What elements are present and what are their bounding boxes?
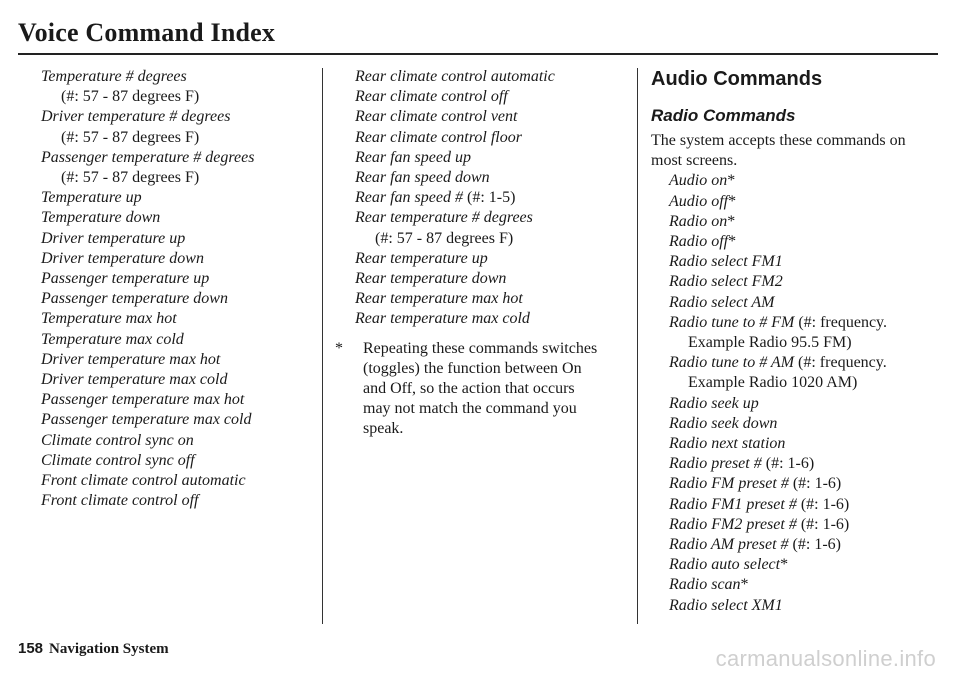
command-line: [355, 148, 630, 168]
command-entry: [41, 229, 316, 249]
page-footer: [18, 640, 169, 658]
command-text: Driver temperature max cold: [41, 371, 228, 389]
command-column-3: [651, 67, 941, 616]
command-entry: [669, 414, 941, 434]
command-text: Climate control sync on: [41, 431, 194, 449]
command-entry: [41, 410, 316, 430]
command-entry: [41, 350, 316, 370]
command-entry: [41, 309, 316, 329]
command-text: Rear temperature max hot: [355, 290, 523, 308]
command-entry: [669, 434, 941, 454]
command-line: [41, 330, 316, 350]
command-suffix: *: [728, 233, 737, 251]
command-entry: [669, 474, 941, 494]
command-line: [41, 107, 316, 127]
command-suffix: (#: 1-5): [462, 189, 516, 207]
command-entry: [355, 269, 630, 289]
intro-line: The system accepts these commands on: [651, 132, 906, 149]
command-line: [355, 269, 630, 289]
command-entry: [669, 353, 941, 393]
command-line: [355, 128, 630, 148]
command-line: [41, 309, 316, 329]
command-entry: [355, 148, 630, 168]
command-entry: [41, 107, 316, 147]
footnote-line: speak.: [363, 420, 404, 438]
command-entry: [669, 555, 941, 575]
footnote-line: may not match the command you: [363, 400, 577, 418]
command-line: [355, 188, 630, 208]
command-entry: [41, 390, 316, 410]
command-line: [355, 67, 630, 87]
command-entry: [355, 249, 630, 269]
command-text: Rear temperature max cold: [355, 310, 530, 328]
command-entry: [355, 128, 630, 148]
command-text: Climate control sync off: [41, 451, 195, 469]
radio-commands: [651, 171, 941, 615]
command-line: [355, 87, 630, 107]
command-entry: [669, 171, 941, 191]
command-line: [669, 353, 941, 373]
command-line: [669, 575, 941, 595]
command-line: [41, 67, 316, 87]
command-text: Passenger temperature up: [41, 270, 210, 288]
command-line: [41, 431, 316, 451]
command-text: Radio tune to # FM: [669, 313, 795, 331]
command-text: Passenger temperature max hot: [41, 391, 245, 409]
command-line: [41, 471, 316, 491]
command-text: Radio select FM1: [669, 253, 783, 271]
command-line: [41, 188, 316, 208]
command-entry: [41, 148, 316, 188]
command-note: (#: 57 - 87 degrees F): [375, 229, 514, 247]
command-text: Rear climate control off: [355, 88, 508, 106]
command-line: [669, 313, 941, 333]
command-suffix: *: [727, 172, 736, 190]
command-text: Rear temperature # degrees: [355, 209, 533, 227]
command-entry: [669, 192, 941, 212]
command-line: [41, 350, 316, 370]
command-note: Example Radio 95.5 FM): [688, 334, 852, 352]
footnote-line: and Off, so the action that occurs: [363, 380, 575, 398]
command-entry: [669, 495, 941, 515]
command-entry: [41, 67, 316, 107]
command-entry: [355, 67, 630, 87]
title-divider: [18, 53, 938, 55]
command-line: [669, 171, 941, 191]
command-entry: [355, 289, 630, 309]
command-suffix: (#: 1-6): [761, 455, 815, 473]
command-suffix: *: [780, 556, 789, 574]
command-line: [41, 370, 316, 390]
command-suffix: *: [727, 212, 736, 230]
footnote: [335, 339, 625, 440]
command-note: Example Radio 1020 AM): [688, 374, 858, 392]
command-line: [669, 212, 941, 232]
command-entry: [669, 575, 941, 595]
command-line: [41, 208, 316, 228]
command-text: Driver temperature # degrees: [41, 108, 231, 126]
command-column-2: [335, 67, 630, 440]
command-line: [41, 491, 316, 511]
footnote-mark: *: [335, 339, 343, 357]
command-text: Audio off: [669, 192, 729, 210]
command-entry: [355, 87, 630, 107]
command-line: [355, 168, 630, 188]
command-text: Radio select XM1: [669, 596, 783, 614]
command-entry: [355, 107, 630, 127]
command-entry: [669, 596, 941, 616]
command-entry: [355, 168, 630, 188]
command-line: [669, 596, 941, 616]
footnote-line: (toggles) the function between On: [363, 359, 582, 377]
command-text: Radio preset #: [669, 455, 762, 473]
command-text: Rear temperature down: [355, 270, 507, 288]
command-entry: [41, 289, 316, 309]
command-entry: [669, 454, 941, 474]
command-entry: [41, 249, 316, 269]
command-suffix: (#: 1-6): [788, 475, 842, 493]
command-line: [669, 555, 941, 575]
column-divider-2: [637, 68, 638, 624]
command-text: Rear fan speed down: [355, 169, 490, 187]
command-entry: [669, 515, 941, 535]
command-line: [669, 232, 941, 252]
command-suffix: (#: frequency.: [794, 354, 887, 372]
footer-section-name: Navigation System: [49, 641, 169, 657]
command-entry: [41, 431, 316, 451]
command-line: [669, 515, 941, 535]
command-text: Radio select AM: [669, 293, 775, 311]
command-text: Temperature # degrees: [41, 68, 187, 85]
command-text: Radio FM2 preset #: [669, 515, 797, 533]
command-line: [355, 249, 630, 269]
command-text: Radio select FM2: [669, 273, 783, 291]
command-line: [41, 249, 316, 269]
command-entry: [669, 535, 941, 555]
command-entry: [41, 269, 316, 289]
command-entry: [41, 491, 316, 511]
command-text: Radio seek up: [669, 394, 759, 412]
command-entry: [355, 208, 630, 248]
command-text: Radio AM preset #: [669, 536, 789, 554]
command-entry: [669, 212, 941, 232]
command-text: Temperature down: [41, 209, 161, 227]
command-text: Radio seek down: [669, 414, 778, 432]
command-line: [41, 269, 316, 289]
command-column-1: [41, 67, 316, 511]
command-entry: [669, 252, 941, 272]
command-line: [669, 252, 941, 272]
command-text: Rear climate control floor: [355, 128, 522, 146]
page-number: 158: [18, 640, 44, 657]
command-text: Radio scan: [669, 576, 741, 594]
page-title: Voice Command Index: [18, 18, 276, 47]
command-note: (#: 57 - 87 degrees F): [61, 169, 200, 187]
command-line: [669, 474, 941, 494]
command-entry: [355, 309, 630, 329]
command-text: Temperature up: [41, 189, 142, 207]
command-entry: [41, 370, 316, 390]
command-line: [669, 495, 941, 515]
command-text: Radio FM1 preset #: [669, 495, 797, 513]
command-text: Rear fan speed #: [355, 189, 463, 207]
command-text: Passenger temperature down: [41, 290, 228, 308]
command-line: [355, 208, 630, 228]
command-line: [669, 272, 941, 292]
column-divider-1: [322, 68, 323, 624]
command-suffix: (#: 1-6): [796, 515, 850, 533]
command-suffix: *: [740, 576, 749, 594]
command-line: [669, 414, 941, 434]
command-text: Radio tune to # AM: [669, 354, 795, 372]
command-line: [669, 454, 941, 474]
command-entry: [669, 272, 941, 292]
command-text: Radio on: [669, 212, 728, 230]
command-entry: [669, 232, 941, 252]
command-line: [41, 390, 316, 410]
command-text: Temperature max cold: [41, 330, 184, 348]
command-line: [41, 410, 316, 430]
command-text: Rear fan speed up: [355, 148, 471, 166]
command-entry: [41, 451, 316, 471]
command-entry: [669, 394, 941, 414]
command-entry: [41, 330, 316, 350]
rear-climate-commands: [355, 67, 630, 330]
command-suffix: *: [728, 192, 737, 210]
command-text: Front climate control automatic: [41, 472, 246, 490]
command-line: [355, 289, 630, 309]
command-text: Driver temperature down: [41, 249, 204, 267]
command-text: Temperature max hot: [41, 310, 177, 328]
command-note: (#: 57 - 87 degrees F): [61, 88, 200, 106]
command-entry: [41, 208, 316, 228]
command-line: [669, 293, 941, 313]
command-line: [41, 451, 316, 471]
footnote-line: Repeating these commands switches: [363, 339, 598, 357]
watermark: carmanualsonline.info: [715, 646, 936, 671]
section-heading: Audio Commands: [651, 68, 823, 90]
command-entry: [669, 293, 941, 313]
command-text: Rear climate control vent: [355, 108, 518, 126]
command-text: Audio on: [669, 172, 728, 190]
command-suffix: (#: frequency.: [794, 313, 888, 331]
command-line: [41, 229, 316, 249]
command-text: Rear temperature up: [355, 249, 488, 267]
intro-text: [651, 131, 941, 171]
command-text: Passenger temperature max cold: [41, 411, 252, 429]
command-text: Radio auto select: [669, 556, 781, 574]
command-line: [41, 148, 316, 168]
command-text: Passenger temperature # degrees: [41, 148, 255, 166]
command-text: Driver temperature max hot: [41, 350, 221, 368]
command-line: [669, 434, 941, 454]
command-text: Radio FM preset #: [669, 475, 789, 493]
command-text: Radio off: [669, 233, 729, 251]
command-text: Front climate control off: [41, 492, 199, 510]
command-entry: [41, 188, 316, 208]
command-entry: [669, 313, 941, 353]
command-line: [355, 309, 630, 329]
command-line: [669, 192, 941, 212]
intro-line: most screens.: [651, 152, 738, 170]
command-text: Rear climate control automatic: [355, 68, 555, 85]
command-note: (#: 57 - 87 degrees F): [61, 128, 200, 146]
command-text: Radio next station: [669, 435, 786, 453]
command-suffix: (#: 1-6): [788, 536, 841, 554]
command-line: [41, 289, 316, 309]
command-entry: [355, 188, 630, 208]
command-text: Driver temperature up: [41, 229, 186, 247]
command-line: [355, 107, 630, 127]
subsection-heading: Radio Commands: [651, 106, 796, 125]
command-line: [669, 535, 941, 555]
command-line: [669, 394, 941, 414]
command-suffix: (#: 1-6): [796, 495, 850, 513]
command-entry: [41, 471, 316, 491]
